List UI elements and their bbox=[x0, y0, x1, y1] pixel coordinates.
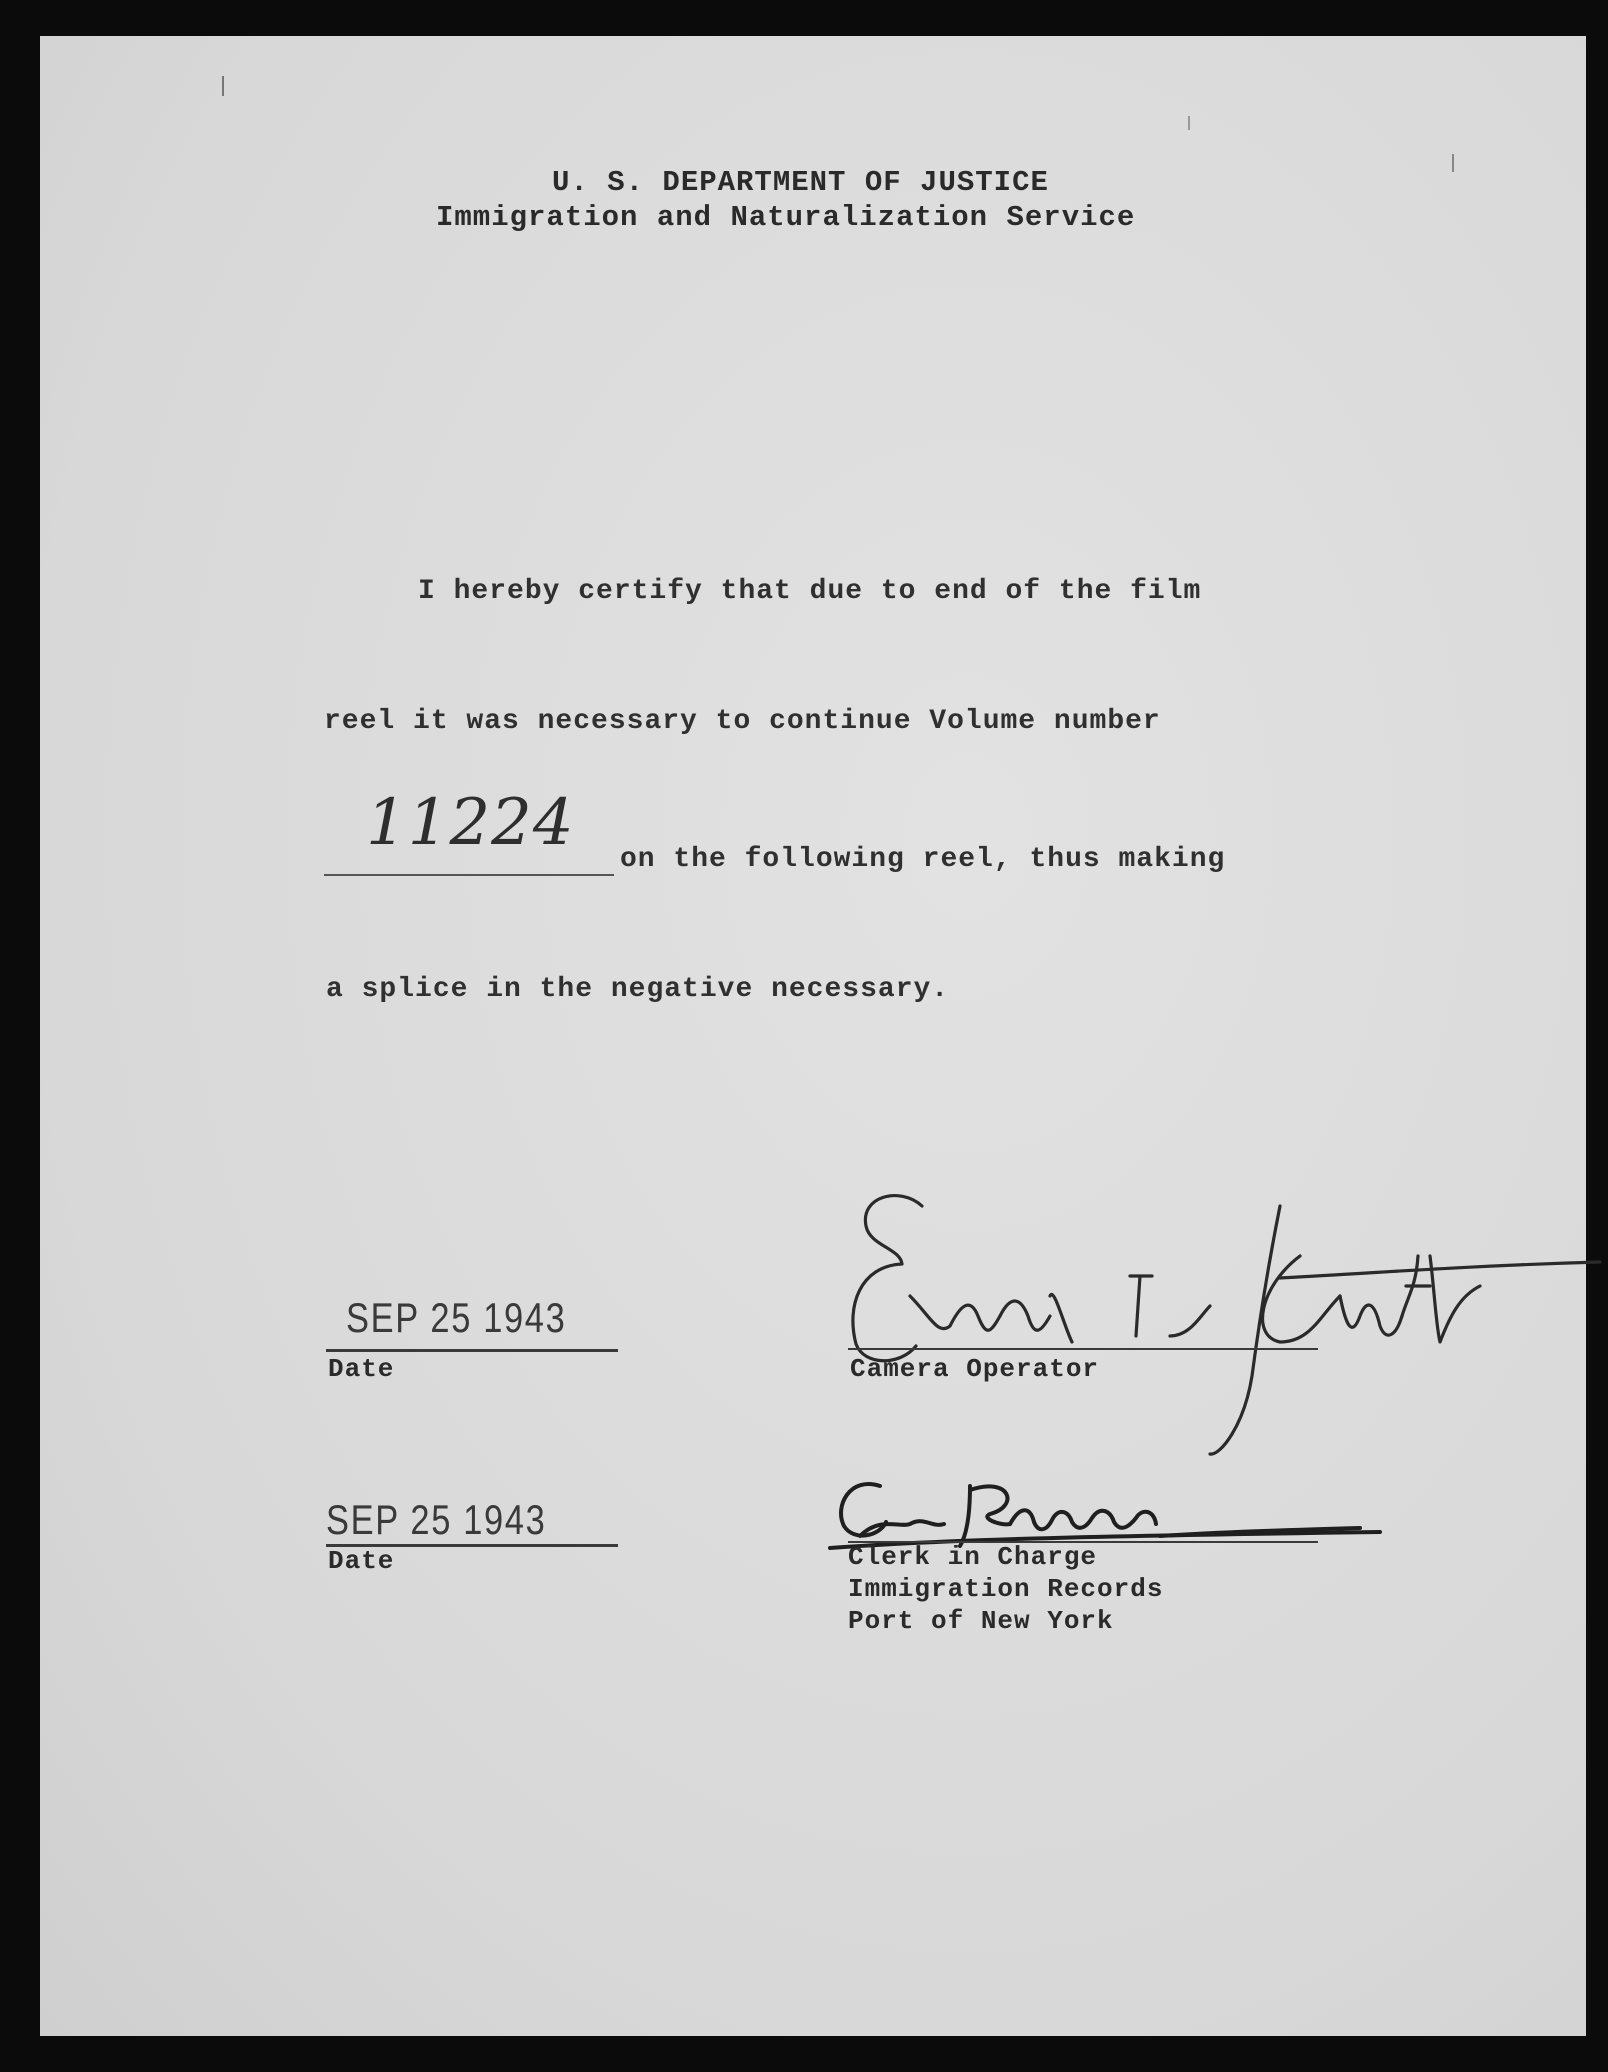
date-label-1: Date bbox=[328, 1354, 395, 1384]
camera-operator-label: Camera Operator bbox=[850, 1354, 1100, 1384]
volume-number-blank-line bbox=[324, 874, 614, 876]
scan-mark bbox=[1452, 154, 1454, 172]
date-stamp-1: SEP 25 1943 bbox=[346, 1294, 567, 1341]
date-label-2: Date bbox=[328, 1546, 395, 1576]
clerk-label-2: Immigration Records bbox=[848, 1574, 1164, 1604]
certificate-line-1: I hereby certify that due to end of the film bbox=[418, 576, 1202, 607]
certificate-line-2: reel it was necessary to continue Volume number bbox=[324, 706, 1161, 737]
volume-number-handwritten: 11224 bbox=[366, 786, 575, 860]
clerk-label-1: Clerk in Charge bbox=[848, 1542, 1098, 1572]
certificate-line-4: a splice in the negative necessary. bbox=[326, 974, 950, 1005]
date-stamp-2: SEP 25 1943 bbox=[326, 1496, 547, 1543]
camera-operator-line bbox=[848, 1348, 1318, 1350]
clerk-label-3: Port of New York bbox=[848, 1606, 1114, 1636]
service-heading: Immigration and Naturalization Service bbox=[436, 201, 1136, 234]
scan-mark bbox=[1188, 116, 1190, 130]
department-heading: U. S. DEPARTMENT OF JUSTICE bbox=[552, 166, 1049, 199]
scan-mark bbox=[222, 76, 224, 96]
date-line-1 bbox=[326, 1349, 618, 1352]
certificate-line-3: on the following reel, thus making bbox=[620, 844, 1226, 875]
camera-operator-signature bbox=[840, 1166, 1600, 1456]
document-page bbox=[40, 36, 1586, 2036]
